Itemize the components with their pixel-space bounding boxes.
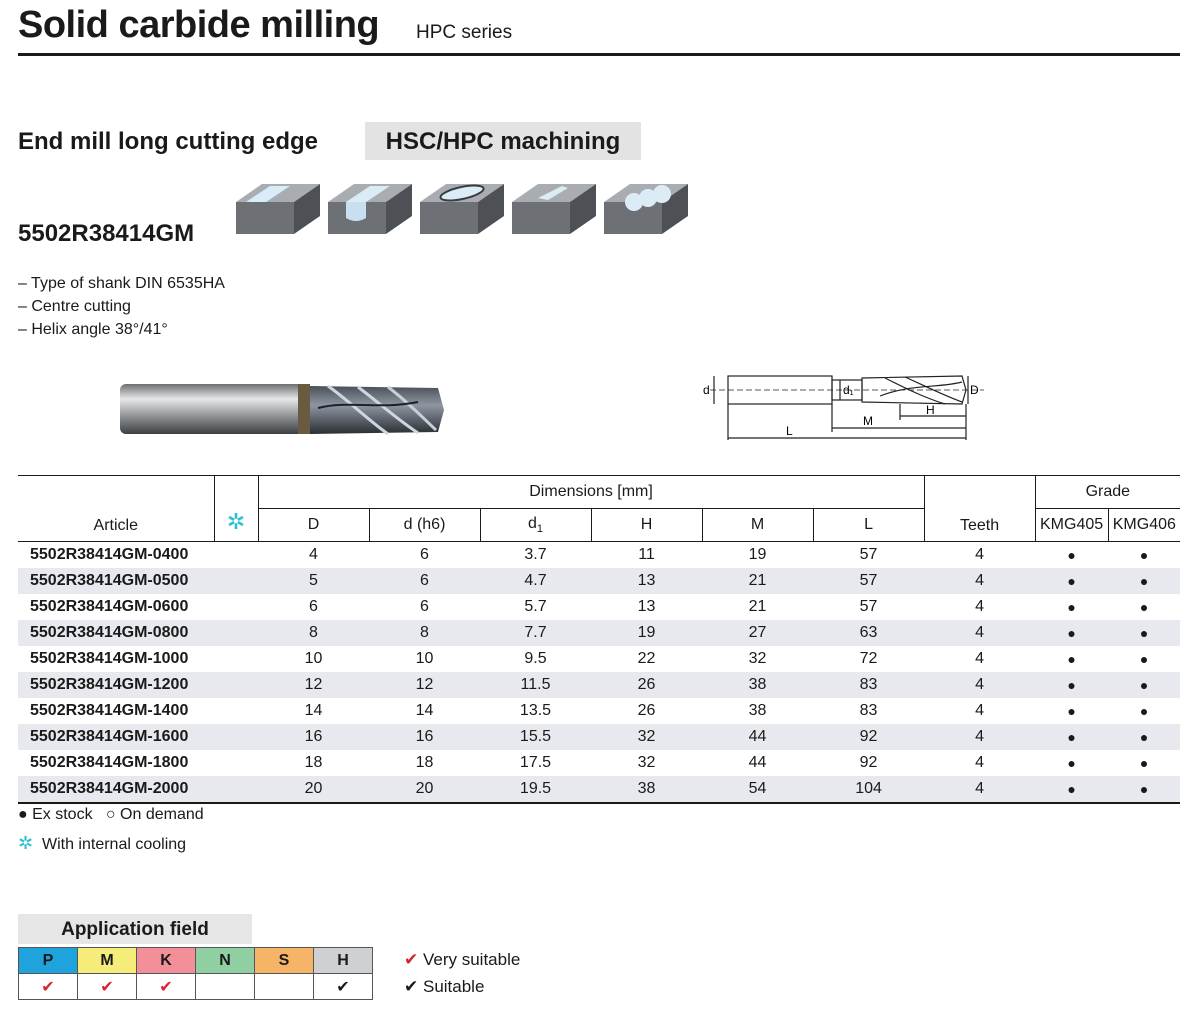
material-group-k: K	[137, 948, 196, 974]
article-cell: 5502R38414GM-0500	[18, 568, 214, 594]
D-cell: 10	[304, 650, 323, 667]
material-group-p: P	[19, 948, 78, 974]
D-cell: 4	[309, 546, 318, 563]
application-field-title: Application field	[18, 914, 252, 944]
grade-kmg406-cell: ●	[1108, 724, 1180, 750]
dim-label-H: H	[926, 403, 935, 417]
d-h6-cell: 18	[415, 754, 434, 771]
M-cell: 21	[748, 598, 767, 615]
header-H: H	[591, 509, 702, 542]
grade-kmg405-cell: ●	[1035, 568, 1108, 594]
material-group-h: H	[314, 948, 373, 974]
cooling-cell	[214, 620, 258, 646]
grade-kmg405-cell: ●	[1067, 599, 1076, 615]
table-row	[18, 646, 1180, 672]
M-cell: 38	[748, 702, 767, 719]
grade-kmg405-cell: ●	[1035, 672, 1108, 698]
end-mill-image	[118, 380, 448, 440]
section-title: End mill long cutting edge	[18, 128, 318, 155]
grade-kmg405-cell: ●	[1067, 703, 1076, 719]
grade-kmg406-cell: ●	[1108, 672, 1180, 698]
header-grade: Grade	[1035, 476, 1180, 509]
d1-cell: 19.5	[480, 776, 591, 803]
L-cell: 83	[813, 672, 924, 698]
teeth-cell: 4	[975, 598, 985, 615]
H-cell: 13	[637, 598, 656, 615]
L-cell: 104	[813, 776, 924, 803]
stock-legend	[18, 806, 204, 824]
very-suitable-legend	[404, 950, 520, 970]
article-cell: 5502R38414GM-1200	[18, 672, 214, 698]
d1-cell: 7.7	[480, 620, 591, 646]
teeth-cell: 4	[924, 620, 1035, 646]
suitable-legend	[404, 977, 484, 997]
suitability-mark-n	[196, 974, 255, 1000]
header-teeth: Teeth	[924, 476, 1035, 542]
table-row	[18, 594, 1180, 620]
L-cell: 57	[859, 546, 878, 563]
title-divider	[18, 53, 1180, 56]
grade-kmg405-cell: ●	[1067, 755, 1076, 771]
d-h6-cell: 6	[420, 598, 429, 615]
cooling-cell	[214, 542, 258, 569]
d1-cell: 9.5	[524, 650, 547, 667]
header-d-h6: d (h6)	[369, 509, 480, 542]
cooling-cell	[214, 646, 258, 672]
grade-kmg405-cell: ●	[1035, 776, 1108, 803]
d1-cell: 4.7	[480, 568, 591, 594]
H-cell: 26	[591, 672, 702, 698]
M-cell: 32	[748, 650, 767, 667]
teeth-cell: 4	[975, 702, 985, 719]
M-cell: 44	[748, 754, 767, 771]
table-row	[18, 672, 1180, 698]
pocket-milling-icon	[416, 178, 508, 240]
article-cell: 5502R38414GM-1000	[30, 650, 189, 667]
L-cell: 57	[813, 568, 924, 594]
table-row	[18, 776, 1180, 803]
grade-kmg405-cell: ●	[1067, 651, 1076, 667]
article-cell: 5502R38414GM-1600	[18, 724, 214, 750]
article-code: 5502R38414GM	[18, 220, 195, 247]
M-cell: 54	[702, 776, 813, 803]
H-cell: 22	[637, 650, 656, 667]
cooling-cell	[214, 698, 258, 724]
d-h6-cell: 12	[369, 672, 480, 698]
teeth-cell: 4	[924, 568, 1035, 594]
D-cell: 6	[309, 598, 318, 615]
D-cell: 12	[258, 672, 369, 698]
series-subtitle: HPC series	[416, 22, 513, 43]
H-cell: 32	[637, 754, 656, 771]
L-cell: 92	[859, 754, 878, 771]
cooling-cell	[214, 594, 258, 620]
article-cell: 5502R38414GM-1800	[30, 754, 189, 771]
cooling-cell	[214, 750, 258, 776]
shoulder-milling-icon	[232, 178, 324, 240]
feature-shank: – Type of shank DIN 6535HA	[18, 275, 225, 292]
d-h6-cell: 20	[369, 776, 480, 803]
grade-kmg405-cell: ●	[1067, 547, 1076, 563]
cooling-cell	[214, 672, 258, 698]
plunge-milling-icon	[600, 178, 692, 240]
machining-badge: HSC/HPC machining	[365, 122, 641, 160]
dimension-drawing	[700, 364, 1000, 448]
suitability-mark-p: ✔	[19, 974, 78, 1000]
d-h6-cell: 6	[420, 546, 429, 563]
table-row	[18, 724, 1180, 750]
grade-kmg406-cell: ●	[1108, 568, 1180, 594]
D-cell: 14	[304, 702, 323, 719]
grade-kmg406-cell: ●	[1139, 651, 1149, 667]
header-grade-kmg405: KMG405	[1035, 509, 1108, 542]
d-h6-cell: 10	[415, 650, 434, 667]
H-cell: 38	[591, 776, 702, 803]
article-cell: 5502R38414GM-0800	[18, 620, 214, 646]
D-cell: 5	[258, 568, 369, 594]
material-group-n: N	[196, 948, 255, 974]
header-M: M	[702, 509, 813, 542]
d1-cell: 5.7	[524, 598, 547, 615]
L-cell: 83	[859, 702, 878, 719]
table-row	[18, 750, 1180, 776]
M-cell: 27	[702, 620, 813, 646]
H-cell: 19	[591, 620, 702, 646]
grade-kmg406-cell: ●	[1108, 620, 1180, 646]
grade-kmg406-cell: ●	[1139, 599, 1149, 615]
grade-kmg406-cell: ●	[1139, 755, 1149, 771]
L-cell: 63	[813, 620, 924, 646]
d1-cell: 3.7	[524, 546, 547, 563]
cooling-legend	[18, 833, 186, 854]
M-cell: 38	[702, 672, 813, 698]
application-field-table	[18, 947, 373, 1000]
d-h6-cell: 16	[369, 724, 480, 750]
material-group-s: S	[255, 948, 314, 974]
teeth-cell: 4	[975, 754, 985, 771]
L-cell: 92	[813, 724, 924, 750]
cooling-legend-icon: ✲	[18, 833, 34, 853]
header-d1: $d_1$	[480, 509, 591, 542]
page-title: Solid carbide milling	[18, 4, 380, 46]
M-cell: 19	[748, 546, 767, 563]
suitability-mark-m: ✔	[78, 974, 137, 1000]
ex-stock-legend: ● Ex stock	[18, 806, 93, 823]
feature-helix-angle: – Helix angle 38°/41°	[18, 321, 168, 338]
article-cell: 5502R38414GM-2000	[18, 776, 214, 803]
header-D: D	[258, 509, 369, 542]
D-cell: 18	[304, 754, 323, 771]
D-cell: 16	[258, 724, 369, 750]
M-cell: 44	[702, 724, 813, 750]
grade-kmg406-cell: ●	[1139, 703, 1149, 719]
teeth-cell: 4	[924, 672, 1035, 698]
teeth-cell: 4	[975, 546, 985, 563]
header-grade-kmg406: KMG406	[1112, 516, 1176, 533]
header-L: L	[813, 509, 924, 542]
teeth-cell: 4	[975, 650, 985, 667]
teeth-cell: 4	[924, 724, 1035, 750]
dim-label-D: D	[970, 383, 979, 397]
dim-label-M: M	[863, 414, 873, 428]
suitability-mark-s	[255, 974, 314, 1000]
table-row	[18, 698, 1180, 724]
d1-cell: 17.5	[519, 754, 552, 771]
slot-milling-icon	[324, 178, 416, 240]
dim-label-d: d	[703, 383, 710, 397]
grade-kmg406-cell: ●	[1139, 547, 1149, 563]
suitable-label: Suitable	[422, 977, 485, 996]
table-row	[18, 542, 1180, 569]
cooling-cell	[214, 776, 258, 803]
D-cell: 8	[258, 620, 369, 646]
d-h6-cell: 6	[369, 568, 480, 594]
d1-cell: 13.5	[519, 702, 552, 719]
cooling-icon: ✲	[214, 476, 258, 542]
H-cell: 13	[591, 568, 702, 594]
teeth-cell: 4	[924, 776, 1035, 803]
grade-kmg405-cell: ●	[1035, 620, 1108, 646]
d-h6-cell: 8	[369, 620, 480, 646]
article-table	[18, 475, 1180, 804]
material-group-m: M	[78, 948, 137, 974]
feature-centre-cutting: – Centre cutting	[18, 298, 131, 315]
ramping-milling-icon	[508, 178, 600, 240]
L-cell: 57	[859, 598, 878, 615]
H-cell: 26	[637, 702, 656, 719]
d-h6-cell: 14	[415, 702, 434, 719]
H-cell: 11	[638, 546, 655, 563]
very-suitable-label: Very suitable	[422, 950, 521, 969]
M-cell: 21	[702, 568, 813, 594]
table-row	[18, 620, 1180, 646]
dim-label-L: L	[786, 424, 793, 438]
header-dimensions: Dimensions [mm]	[258, 476, 924, 509]
suitability-mark-k: ✔	[137, 974, 196, 1000]
suitability-mark-h: ✔	[314, 974, 373, 1000]
article-cell: 5502R38414GM-1400	[30, 702, 189, 719]
article-cell: 5502R38414GM-0600	[30, 598, 189, 615]
very-suitable-check-icon: ✔	[404, 950, 419, 969]
cooling-cell	[214, 724, 258, 750]
D-cell: 20	[258, 776, 369, 803]
grade-kmg406-cell: ●	[1108, 776, 1180, 803]
grade-kmg405-cell: ●	[1035, 724, 1108, 750]
L-cell: 72	[859, 650, 878, 667]
dim-label-d1: d₁	[843, 383, 854, 397]
suitable-check-icon: ✔	[404, 977, 419, 996]
header-article: Article	[18, 476, 214, 542]
table-row	[18, 568, 1180, 594]
article-cell: 5502R38414GM-0400	[30, 546, 189, 563]
cooling-legend-text: With internal cooling	[41, 836, 187, 853]
on-demand-legend: ○ On demand	[105, 806, 204, 823]
cooling-cell	[214, 568, 258, 594]
d1-cell: 11.5	[480, 672, 591, 698]
d1-cell: 15.5	[480, 724, 591, 750]
H-cell: 32	[591, 724, 702, 750]
